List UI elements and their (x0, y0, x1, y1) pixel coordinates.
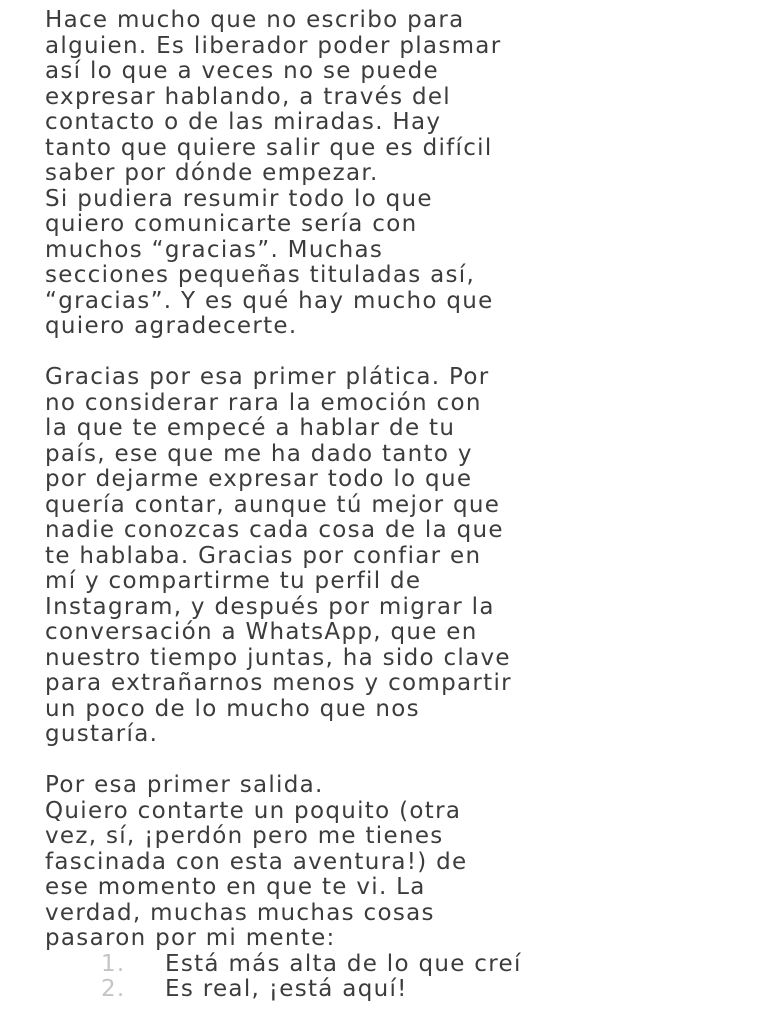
list-item (45, 977, 768, 1003)
list-number: 2. (101, 976, 126, 1002)
paragraph-gap (45, 340, 768, 366)
paragraph-gracias: Gracias por esa primer plática. Por no considerar rara la emoción con la que te empecé a hablar de tu país, ese que me ha dado tanto y por dejarme expresar todo lo que quería contar, aunque tú mejor que nadie conozcas cada cosa de la que te hablaba. Gracias por confiar en mí y compartirme tu perfil de Instagram, y después por migrar la conversación a WhatsApp, que en nuestro tiempo juntas, ha sido clave para extrañarnos menos y compartir un poco de lo mucho que nos gustaría. (45, 364, 512, 747)
paragraph-gap (45, 748, 768, 774)
paragraph-salida: Por esa primer salida. Quiero contarte un poquito (otra vez, sí, ¡perdón pero me tienes fascinada con esta aventura!) de ese momento en que te vi. La verdad, muchas muchas cosas pasaron por mi mente: (45, 772, 468, 951)
numbered-list (45, 952, 768, 1003)
list-item-text: Es real, ¡está aquí! (165, 976, 408, 1002)
paragraph-intro: Hace mucho que no escribo para alguien. Es liberador poder plasmar así lo que a veces no se puede expresar hablando, a través del contacto o de las miradas. Hay tanto que quiere salir que es difícil saber por dónde empezar. Si pudiera resumir todo lo que quiero comunicarte sería con muchos “gracias”. Muchas secciones pequeñas tituladas así, “gracias”. Y es qué hay mucho que quiero agradecerte. (45, 7, 502, 339)
list-number: 1. (101, 950, 126, 977)
list-item-text: Está más alta de lo que creí (165, 950, 522, 977)
list-item (45, 952, 768, 978)
